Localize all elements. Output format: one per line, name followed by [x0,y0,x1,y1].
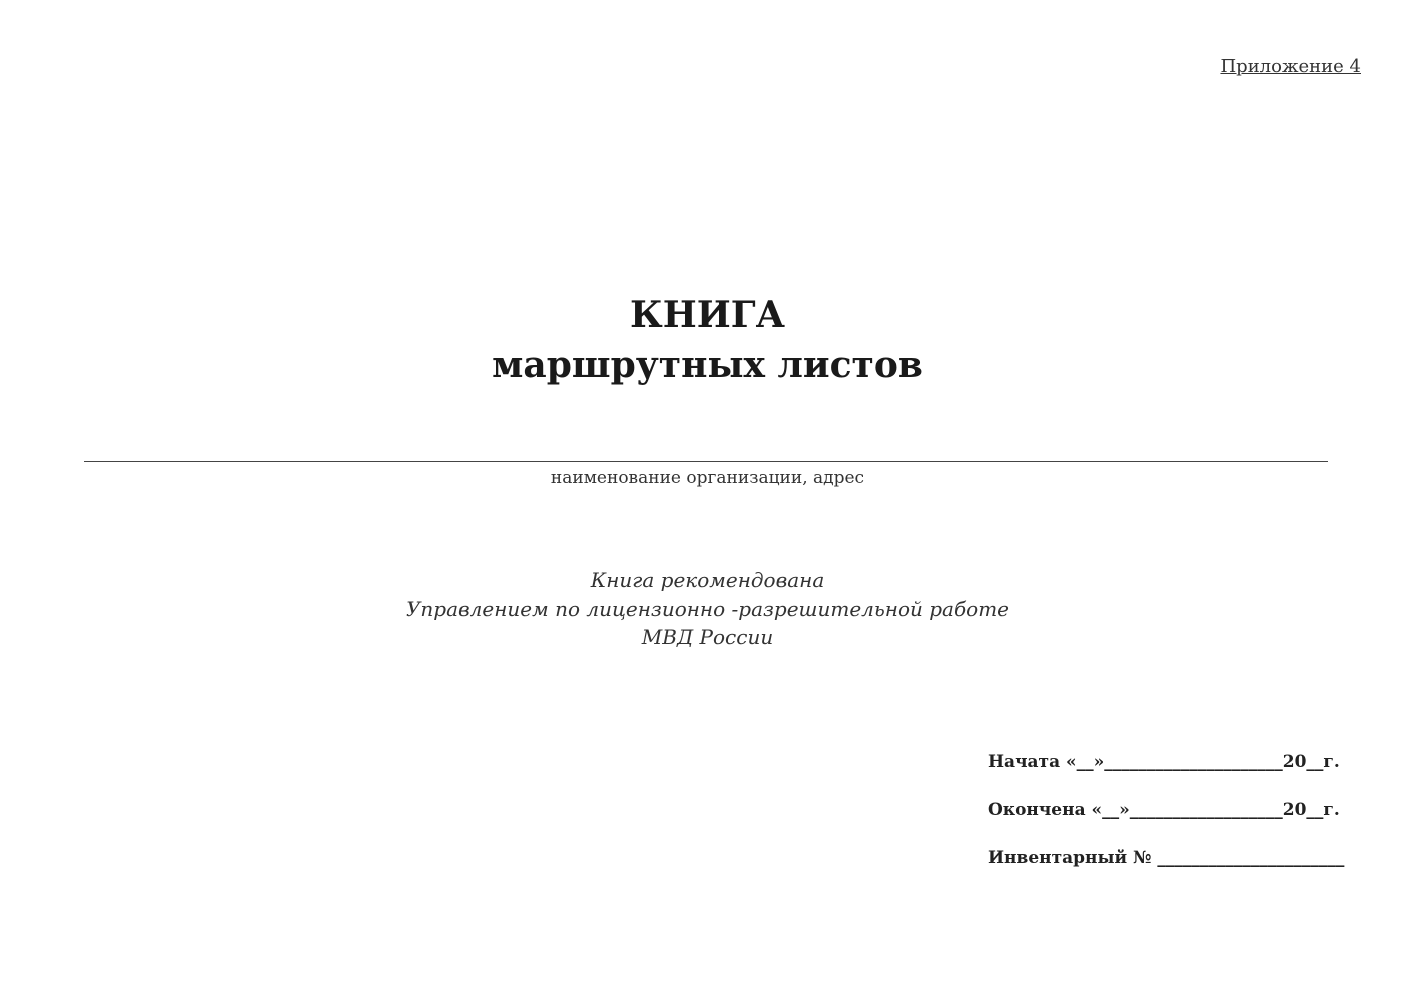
organization-fill-line [84,461,1328,462]
recommendation-block [0,566,1415,652]
title-line-1: КНИГА [630,294,785,336]
appendix-label: Приложение 4 [1220,56,1361,77]
title-line-2: маршрутных листов [492,344,923,386]
started-date-field: Начата «__»_____________________20__г. [988,752,1340,772]
organization-caption: наименование организации, адрес [550,468,865,488]
recommendation-line-1: Книга рекомендована [590,568,825,592]
recommendation-line-2: Управлением по лицензионно -разрешительной работе [405,596,1010,621]
finished-date-field: Окончена «__»__________________20__г. [988,800,1340,820]
document-title [0,290,1415,390]
recommendation-line-3: МВД России [641,625,774,649]
inventory-number-field: Инвентарный № ______________________ [988,848,1345,868]
book-fields [988,752,1344,896]
